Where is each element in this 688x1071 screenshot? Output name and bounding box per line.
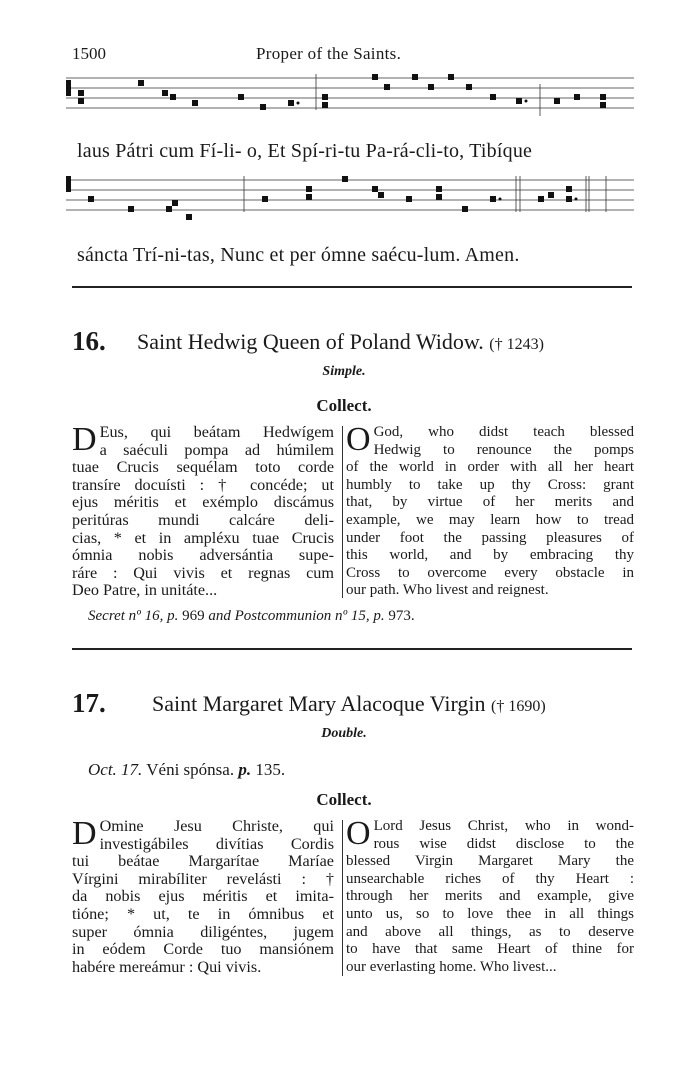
- latin-line: a saéculi pompa ad húmilem: [99, 440, 334, 459]
- english-line: rous wise didst disclose to the: [373, 835, 634, 852]
- chant-lyrics-1: laus Pátri cum Fí-li- o, Et Spí-ri-tu Pa-rá-cli-to, Tibíque: [77, 140, 533, 162]
- feast-17-title: [152, 691, 546, 717]
- english-line: example, we may learn how to tread: [346, 511, 634, 528]
- feast-17-collect-heading: Collect.: [316, 790, 372, 809]
- drop-cap: O: [346, 818, 371, 852]
- latin-line: ráre : Qui vivis et regnas cum: [72, 563, 334, 582]
- introit-date: Oct. 17.: [88, 760, 143, 779]
- chant-lyrics-2: sáncta Trí-ni-tas, Nunc et per ómne saécu-lum. Amen.: [77, 244, 520, 266]
- latin-line: Eus, qui beátam Hedwígem: [99, 424, 334, 441]
- english-line: and above all things, as to deserve: [346, 923, 634, 940]
- english-line: to have that same Heart of thine for: [346, 941, 634, 958]
- postcommunion-ref: and Postcommunion nº 15, p.: [208, 608, 385, 624]
- feast-16-number: 16.: [72, 326, 106, 356]
- english-line: Cross to overcome every obstacle in: [346, 564, 634, 581]
- feast-16-rank: Simple.: [322, 364, 366, 379]
- feast-17-latin-collect: [72, 818, 334, 980]
- introit-page: 135.: [255, 760, 286, 779]
- section-rule-2: [72, 648, 632, 650]
- section-rule-1: [72, 286, 632, 288]
- english-line: humbly to take up thy Cross: grant: [346, 476, 634, 493]
- latin-line: in eódem Corde tuo mansiónem: [72, 940, 334, 959]
- english-line: that, by virtue of her merits and: [346, 494, 634, 511]
- latin-line: Vírgini mirabíliter revelásti : †: [72, 869, 334, 888]
- latin-line: super ómnia diligéntes, jugem: [72, 922, 334, 941]
- latin-line: ejus méritis et exémplo discámus: [72, 493, 334, 512]
- feast-16-title: [137, 329, 544, 355]
- feast-16-cross-reference: [88, 608, 415, 625]
- english-line: Hedwig to renounce the pomps: [373, 441, 634, 458]
- introit-title: Véni spónsa.: [146, 760, 235, 779]
- secret-ref: Secret nº 16, p.: [88, 608, 179, 624]
- drop-cap: D: [72, 818, 97, 852]
- feast-16-date: († 1243): [489, 336, 544, 353]
- latin-line: ómnia nobis adversántia supe-: [72, 546, 334, 565]
- english-line: under foot the passing pleasures of: [346, 529, 634, 546]
- chant-staff-2: [66, 172, 636, 228]
- feast-16-latin-collect: [72, 424, 334, 604]
- latin-line: tuae Crucis sequélam toto corde: [72, 458, 334, 477]
- latin-line: cias, * et in ampléxu tuae Crucis: [72, 528, 334, 547]
- latin-line: habére mereámur : Qui vivis.: [72, 957, 262, 976]
- feast-17-number: 17.: [72, 688, 106, 718]
- english-line: Lord Jesus Christ, who in wond-: [373, 818, 634, 834]
- feast-17-introit: [88, 760, 285, 780]
- page-number: 1500: [72, 44, 106, 63]
- introit-page-abbrev: p.: [238, 760, 252, 779]
- feast-17-date: († 1690): [491, 698, 546, 715]
- feast-16-english-collect: [346, 424, 634, 604]
- feast-17-title-text: Saint Margaret Mary Alacoque Virgin: [152, 691, 486, 716]
- latin-line: Deo Patre, in unitáte...: [72, 581, 218, 600]
- english-line: through her merits and example, give: [346, 888, 634, 905]
- chant-staff-1: [66, 70, 636, 120]
- latin-line: da nobis ejus méritis et imita-: [72, 887, 334, 906]
- latin-line: Omine Jesu Christe, qui: [99, 818, 334, 835]
- english-line: blessed Virgin Margaret Mary the: [346, 853, 634, 870]
- drop-cap: D: [72, 424, 97, 458]
- drop-cap: O: [346, 424, 371, 458]
- feast-16-collect-heading: Collect.: [316, 396, 372, 415]
- latin-line: peritúras mundi calcáre deli-: [72, 510, 334, 529]
- latin-line: transíre docuísti : † concéde; ut: [72, 475, 334, 494]
- english-line: God, who didst teach blessed: [373, 424, 634, 440]
- english-line: of the world in order with all her heart: [346, 459, 634, 476]
- latin-line: tui beátae Margarítae Maríae: [72, 852, 334, 871]
- running-title: Proper of the Saints.: [256, 44, 402, 63]
- feast-16-title-text: Saint Hedwig Queen of Poland Widow.: [137, 329, 484, 354]
- feast-17-rank: Double.: [321, 726, 367, 741]
- english-line: this world, and by embracing thy: [346, 547, 634, 564]
- feast-17-english-collect: [346, 818, 634, 980]
- english-line: unto us, so to love thee in all things: [346, 905, 634, 922]
- latin-line: tióne; * ut, te in ómnibus et: [72, 904, 334, 923]
- column-divider: [342, 820, 343, 976]
- english-line: our everlasting home. Who livest...: [346, 958, 557, 975]
- latin-line: investigábiles divítias Cordis: [99, 834, 334, 853]
- english-line: unsearchable riches of thy Heart :: [346, 870, 634, 887]
- secret-page: 969: [182, 608, 205, 624]
- column-divider: [342, 426, 343, 598]
- english-line: our path. Who livest and reignest.: [346, 582, 549, 599]
- postcommunion-page: 973.: [388, 608, 415, 624]
